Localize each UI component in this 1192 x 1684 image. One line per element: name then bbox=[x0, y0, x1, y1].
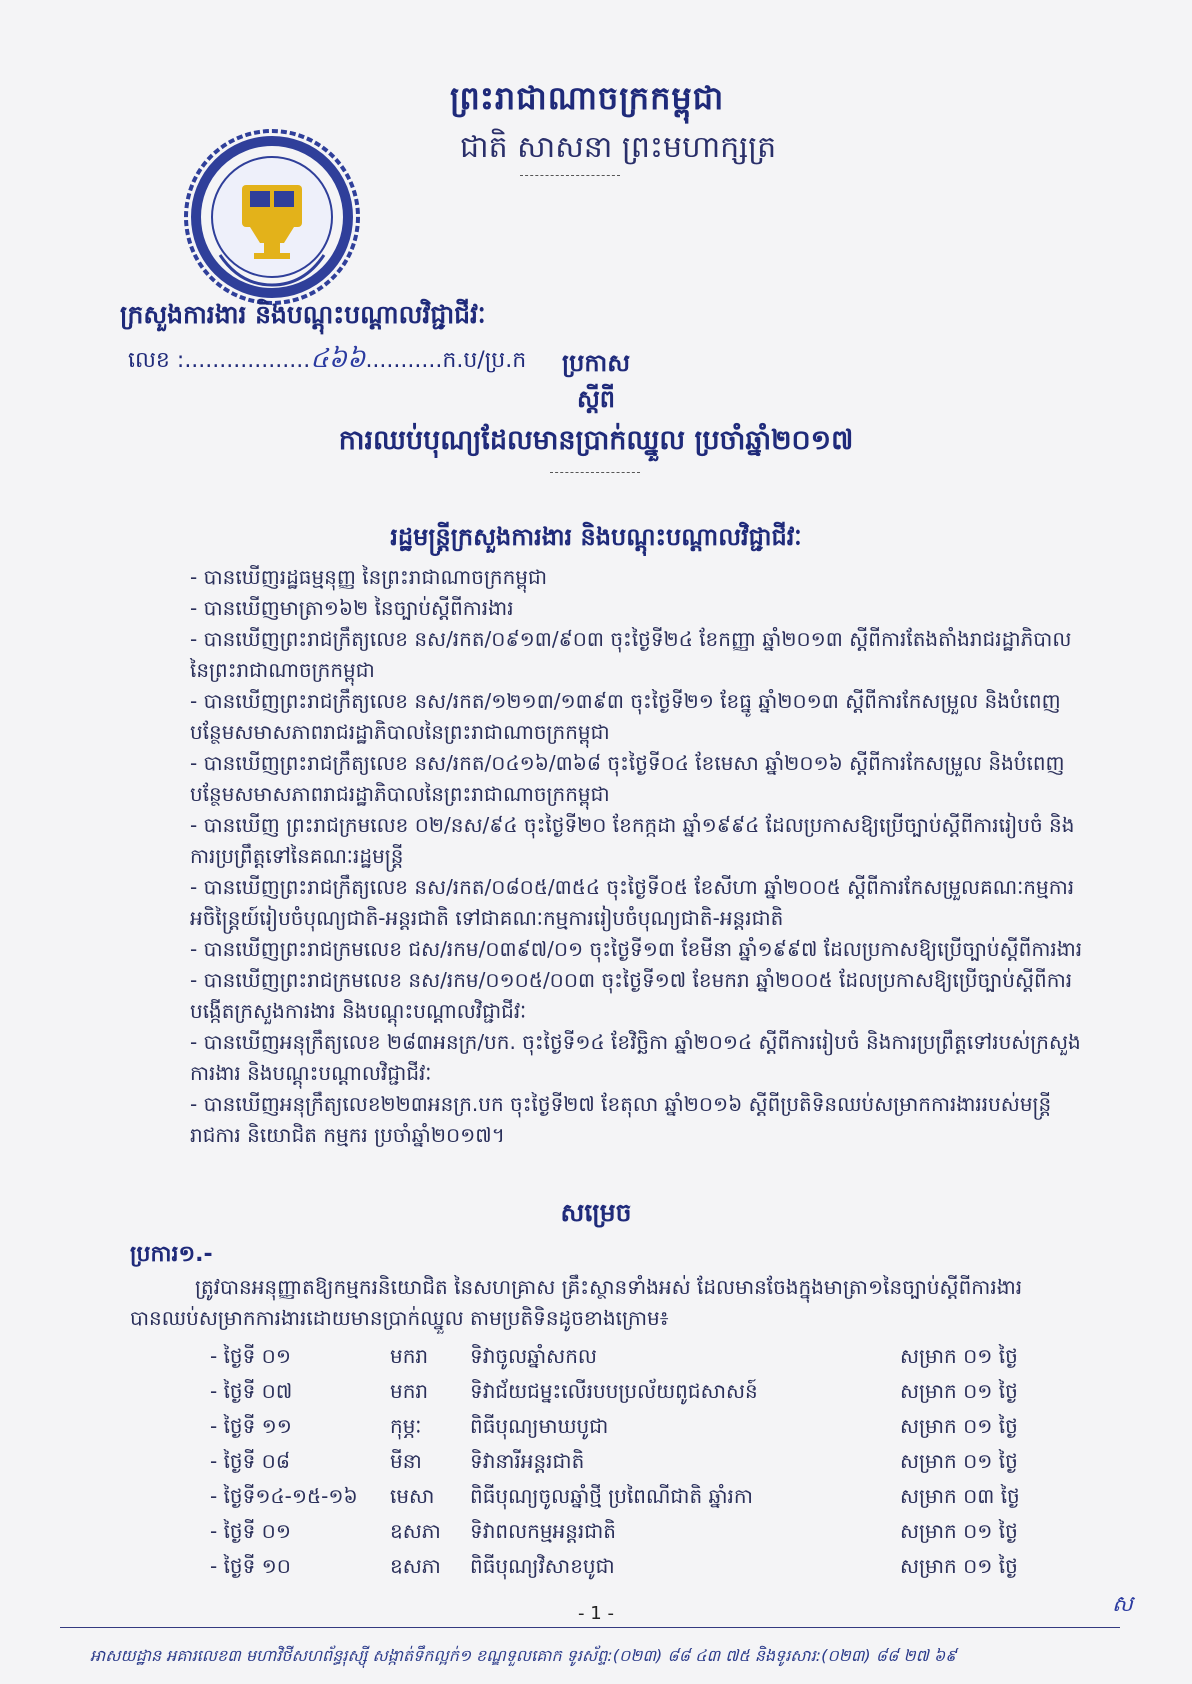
minister-heading: រដ្ឋមន្ត្រីក្រសួងការងារ និងបណ្តុះបណ្តាលវិជ្ជាជីវៈ bbox=[390, 523, 802, 551]
legal-basis-list bbox=[190, 562, 1090, 1151]
legal-basis-item: - បានឃើញព្រះរាជក្រឹត្យលេខ នស/រកត/១២១៣/១៣៩៣ ចុះថ្ងៃទី២១ ខែធ្នូ ឆ្នាំ២០១៣ ស្តីពីការកែសម្រួល និងបំពេញបន្ថែមសមាសភាពរាជរដ្ឋាភិបាលនៃព្រះរាជាណាចក្រកម្ពុជា bbox=[190, 689, 1061, 744]
reference-suffix: ...........ក.ប/ប្រ.ក bbox=[365, 348, 527, 373]
article-1-text: ត្រូវបានអនុញ្ញាតឱ្យកម្មករនិយោជិត នៃសហគ្រាស គ្រឹះស្ថានទាំងអស់ ដែលមានចែងក្នុងមាត្រា១នៃច្បាប់ស្តីពីការងារ បានឈប់សម្រាកការងារដោយមានប្រាក់ឈ្នួល តាមប្រតិទិនដូចខាងក្រោម៖ bbox=[130, 1275, 1023, 1330]
header-divider bbox=[520, 175, 620, 176]
article-1-label: ប្រការ១.- bbox=[130, 1242, 213, 1267]
national-motto: ជាតិ សាសនា ព្រះមហាក្សត្រ bbox=[460, 130, 777, 165]
holiday-name: ពិធីបុណ្យចូលឆ្នាំថ្មី ប្រពៃណីជាតិ ឆ្នាំរកា bbox=[470, 1483, 753, 1508]
kingdom-title: ព្រះរាជាណាចក្រកម្ពុជា bbox=[450, 79, 725, 117]
holiday-rest-days: សម្រាក ០៣ ថ្ងៃ bbox=[900, 1483, 1020, 1508]
holiday-date: - ថ្ងៃទី ១១ bbox=[210, 1413, 292, 1438]
holiday-rest-days: សម្រាក ០១ ថ្ងៃ bbox=[900, 1448, 1018, 1473]
legal-basis-item: - បានឃើញរដ្ឋធម្មនុញ្ញ នៃព្រះរាជាណាចក្រកម្ពុជា bbox=[190, 565, 548, 589]
table-row bbox=[210, 1480, 1070, 1515]
legal-basis-item: - បានឃើញព្រះរាជក្រឹត្យលេខ នស/រកត/០៨០៥/៣៥៤ ចុះថ្ងៃទី០៥ ខែសីហា ឆ្នាំ២០០៥ ស្តីពីការកែសម្រួលគណៈកម្មការអចិន្ត្រៃយ៍រៀបចំបុណ្យជាតិ-អន្តរជាតិ ទៅជាគណៈកម្មការរៀបចំបុណ្យជាតិ-អន្តរជាតិ bbox=[190, 875, 1075, 930]
footer-address: អាសយដ្ឋាន អគារលេខ៣ មហាវិថីសហព័ន្ធរុស្ស៊ី សង្កាត់ទឹកល្អក់១ ខណ្ឌទួលគោក ទូរស័ព្ទ:(០២៣) ៨៨ ៤៣ ៧៥ និងទូរសារ:(០២៣) ៨៨ ២៧ ៦៩ bbox=[90, 1646, 957, 1665]
holiday-month: មេសា bbox=[390, 1483, 435, 1508]
holiday-date: - ថ្ងៃទី ០៨ bbox=[210, 1448, 290, 1473]
holiday-date: - ថ្ងៃទី ០១ bbox=[210, 1518, 291, 1543]
reference-dots: .................. bbox=[184, 348, 311, 373]
document-type: ប្រកាស bbox=[561, 349, 631, 377]
handwritten-reference-number: ៤៦៦ bbox=[310, 344, 366, 374]
table-row bbox=[210, 1375, 1070, 1410]
legal-basis-item: - បានឃើញមាត្រា១៦២ នៃច្បាប់ស្តីពីការងារ bbox=[190, 596, 514, 620]
holiday-name: ទិវានារីអន្តរជាតិ bbox=[470, 1448, 585, 1473]
holiday-month: ឧសភា bbox=[390, 1553, 441, 1578]
legal-basis-item: - បានឃើញ ព្រះរាជក្រមលេខ ០២/នស/៩៤ ចុះថ្ងៃទី២០ ខែកក្កដា ឆ្នាំ១៩៩៤ ដែលប្រកាសឱ្យប្រើច្បាប់ស្តីពីការរៀបចំ និងការប្រព្រឹត្តទៅនៃគណៈរដ្ឋមន្ត្រី bbox=[190, 813, 1075, 868]
holiday-date: - ថ្ងៃទី១៤-១៥-១៦ bbox=[210, 1483, 358, 1508]
holiday-month: មករា bbox=[390, 1343, 429, 1368]
page-number: - 1 - bbox=[578, 1603, 614, 1624]
holiday-date: - ថ្ងៃទី ០៧ bbox=[210, 1378, 293, 1403]
legal-basis-item: - បានឃើញអនុក្រឹត្យលេខ២២៣អនក្រ.បក ចុះថ្ងៃទី២៧ ខែតុលា ឆ្នាំ២០១៦ ស្តីពីប្រតិទិនឈប់សម្រាកការងាររបស់មន្ត្រីរាជការ និយោជិត កម្មករ ប្រចាំឆ្នាំ២០១៧។ bbox=[190, 1092, 1052, 1147]
legal-basis-item: - បានឃើញអនុក្រឹត្យលេខ ២៨៣អនក្រ/បក. ចុះថ្ងៃទី១៤ ខែវិច្ឆិកា ឆ្នាំ២០១៤ ស្តីពីការរៀបចំ និងការប្រព្រឹត្តទៅរបស់ក្រសួងការងារ និងបណ្តុះបណ្តាលវិជ្ជាជីវៈ bbox=[190, 1030, 1081, 1085]
holiday-name: ទិវាចូលឆ្នាំសកល bbox=[470, 1343, 597, 1368]
decision-heading: សម្រេច bbox=[560, 1198, 632, 1227]
handwritten-initial: ស bbox=[1112, 1592, 1133, 1617]
holiday-table bbox=[210, 1340, 1070, 1585]
holiday-name: ទិវាជ័យជម្នះលើរបបប្រល័យពូជសាសន៍ bbox=[470, 1378, 758, 1403]
holiday-rest-days: សម្រាក ០១ ថ្ងៃ bbox=[900, 1413, 1018, 1438]
issuing-ministry: ក្រសួងការងារ និងបណ្តុះបណ្តាលវិជ្ជាជីវៈ bbox=[120, 300, 486, 329]
table-row bbox=[210, 1340, 1070, 1375]
legal-basis-item: - បានឃើញព្រះរាជក្រមលេខ ជស/រកម/០៣៩៧/០១ ចុះថ្ងៃទី១៣ ខែមីនា ឆ្នាំ១៩៩៧ ដែលប្រកាសឱ្យប្រើច្បាប់ស្តីពីការងារ bbox=[190, 937, 1083, 961]
table-row bbox=[210, 1445, 1070, 1480]
title-divider bbox=[550, 472, 640, 473]
document-subject: ការឈប់បុណ្យដែលមានប្រាក់ឈ្នួល ប្រចាំឆ្នាំ២០១៧ bbox=[338, 425, 854, 456]
table-row bbox=[210, 1515, 1070, 1550]
holiday-rest-days: សម្រាក ០១ ថ្ងៃ bbox=[900, 1518, 1018, 1543]
holiday-name: ទិវាពលកម្មអន្តរជាតិ bbox=[470, 1518, 616, 1543]
legal-basis-item: - បានឃើញព្រះរាជក្រឹត្យលេខ នស/រកត/០៩១៣/៩០៣ ចុះថ្ងៃទី២៤ ខែកញ្ញា ឆ្នាំ២០១៣ ស្តីពីការតែងតាំងរាជរដ្ឋាភិបាល នៃព្រះរាជាណាចក្រកម្ពុជា bbox=[190, 627, 1072, 682]
document-about: ស្តីពី bbox=[576, 385, 616, 413]
holiday-month: កុម្ភៈ bbox=[390, 1413, 422, 1438]
holiday-name: ពិធីបុណ្យវិសាខបូជា bbox=[470, 1553, 615, 1578]
holiday-month: ឧសភា bbox=[390, 1518, 441, 1543]
table-row bbox=[210, 1410, 1070, 1445]
holiday-rest-days: សម្រាក ០១ ថ្ងៃ bbox=[900, 1343, 1018, 1368]
holiday-rest-days: សម្រាក ០១ ថ្ងៃ bbox=[900, 1553, 1018, 1578]
holiday-rest-days: សម្រាក ០១ ថ្ងៃ bbox=[900, 1378, 1018, 1403]
holiday-month: មករា bbox=[390, 1378, 429, 1403]
holiday-date: - ថ្ងៃទី ០១ bbox=[210, 1343, 291, 1368]
legal-basis-item: - បានឃើញព្រះរាជក្រមលេខ នស/រកម/០១០៥/០០៣ ចុះថ្ងៃទី១៧ ខែមករា ឆ្នាំ២០០៥ ដែលប្រកាសឱ្យប្រើច្បាប់ស្តីពីការបង្កើតក្រសួងការងារ និងបណ្តុះបណ្តាលវិជ្ជាជីវៈ bbox=[190, 968, 1073, 1023]
holiday-name: ពិធីបុណ្យមាឃបូជា bbox=[470, 1413, 609, 1438]
holiday-date: - ថ្ងៃទី ១០ bbox=[210, 1553, 291, 1578]
footer-rule bbox=[60, 1627, 1120, 1628]
table-row bbox=[210, 1550, 1070, 1585]
legal-basis-item: - បានឃើញព្រះរាជក្រឹត្យលេខ នស/រកត/០៤១៦/៣៦៨ ចុះថ្ងៃទី០៤ ខែមេសា ឆ្នាំ២០១៦ ស្តីពីការកែសម្រួល និងបំពេញបន្ថែមសមាសភាពរាជរដ្ឋាភិបាលនៃព្រះរាជាណាចក្រកម្ពុជា bbox=[190, 751, 1065, 806]
reference-label: លេខ : bbox=[128, 348, 185, 373]
ministry-seal-logo bbox=[180, 125, 365, 310]
holiday-month: មីនា bbox=[390, 1448, 422, 1473]
